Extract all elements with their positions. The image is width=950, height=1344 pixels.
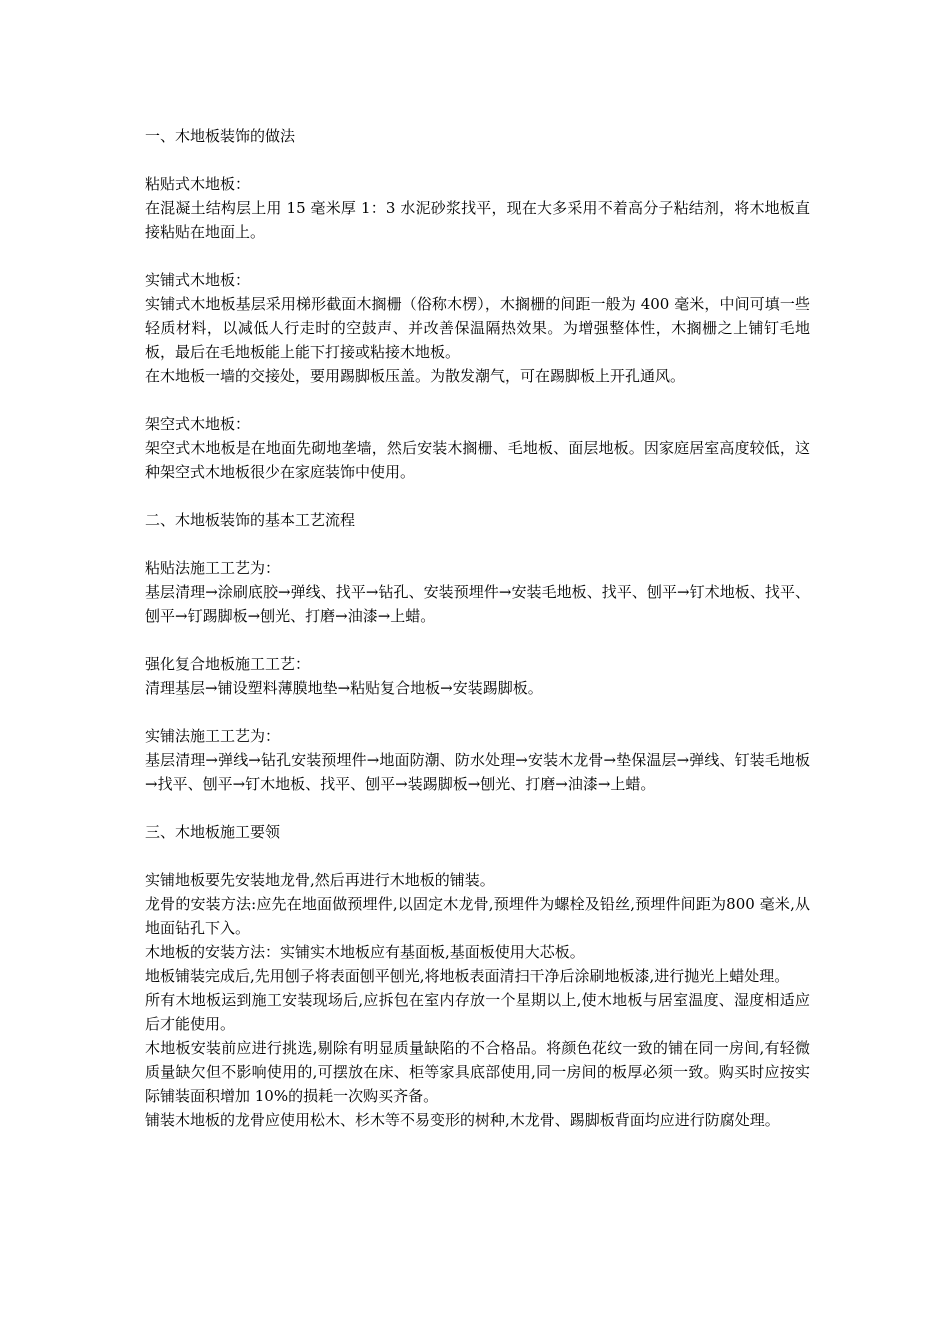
section-heading-2: 二、木地板装饰的基本工艺流程: [145, 511, 356, 529]
tip-paragraph-3: 木地板的安装方法：实铺实木地板应有基面板,基面板使用大芯板。: [145, 943, 585, 961]
solid-floor-title: 实铺式木地板：: [145, 271, 251, 289]
solid-process-title: 实铺法施工工艺为：: [145, 727, 281, 745]
tip-paragraph-4: 地板铺装完成后,先用刨子将表面刨平刨光,将地板表面清扫干净后涂刷地板漆,进行抛光上蜡处理。: [145, 967, 790, 985]
solid-floor-body-2: 在木地板一墙的交接处，要用踢脚板压盖。为散发潮气，可在踢脚板上开孔通风。: [145, 367, 686, 385]
tip-paragraph-2: 龙骨的安装方法:应先在地面做预埋件,以固定木龙骨,预埋件为螺栓及铅丝,预埋件间距为800 毫米,从地面钻孔下入。: [145, 895, 810, 937]
paste-process-body: 基层清理→涂刷底胶→弹线、找平→钻孔、安装预埋件→安装毛地板、找平、刨平→钉术地板、找平、刨平→钉踢脚板→刨光、打磨→油漆→上蜡。: [145, 583, 810, 625]
tip-paragraph-1: 实铺地板要先安装地龙骨,然后再进行木地板的铺装。: [145, 871, 495, 889]
paste-process-title: 粘贴法施工工艺为：: [145, 559, 281, 577]
laminate-process-body: 清理基层→铺设塑料薄膜地垫→粘贴复合地板→安装踢脚板。: [145, 679, 543, 697]
section-heading-1: 一、木地板装饰的做法: [145, 127, 296, 145]
glued-floor-title: 粘贴式木地板：: [145, 175, 251, 193]
document-body: [145, 124, 810, 1132]
laminate-process-title: 强化复合地板施工工艺：: [145, 655, 311, 673]
glued-floor-body: 在混凝土结构层上用 15 毫米厚 1：3 水泥砂浆找平，现在大多采用不着高分子粘结剂，将木地板直接粘贴在地面上。: [145, 199, 810, 241]
solid-process-body: 基层清理→弹线→钻孔安装预埋件→地面防潮、防水处理→安装木龙骨→垫保温层→弹线、钉装毛地板→找平、刨平→钉木地板、找平、刨平→装踢脚板→刨光、打磨→油漆→上蜡。: [145, 751, 810, 793]
raised-floor-title: 架空式木地板：: [145, 415, 251, 433]
tip-paragraph-6: 木地板安装前应进行挑选,剔除有明显质量缺陷的不合格品。将颜色花纹一致的铺在同一房间,有轻微质量缺欠但不影响使用的,可摆放在床、柜等家具底部使用,同一房间的板厚必须一致。购买时应按实际铺装面积增加 10%的损耗一次购买齐备。: [145, 1039, 810, 1105]
section-heading-3: 三、木地板施工要领: [145, 823, 281, 841]
tip-paragraph-7: 铺装木地板的龙骨应使用松木、杉木等不易变形的树种,木龙骨、踢脚板背面均应进行防腐处理。: [145, 1111, 780, 1129]
solid-floor-body-1: 实铺式木地板基层采用梯形截面木搁栅（俗称木楞），木搁栅的间距一般为 400 毫米，中间可填一些轻质材料，以减低人行走时的空鼓声、并改善保温隔热效果。为增强整体性，木搁栅之上铺钉毛地板，最后在毛地板能上能下打接或粘接木地板。: [145, 295, 810, 361]
raised-floor-body: 架空式木地板是在地面先砌地垄墙，然后安装木搁栅、毛地板、面层地板。因家庭居室高度较低，这种架空式木地板很少在家庭装饰中使用。: [145, 439, 810, 481]
tip-paragraph-5: 所有木地板运到施工安装现场后,应拆包在室内存放一个星期以上,使木地板与居室温度、湿度相适应后才能使用。: [145, 991, 810, 1033]
